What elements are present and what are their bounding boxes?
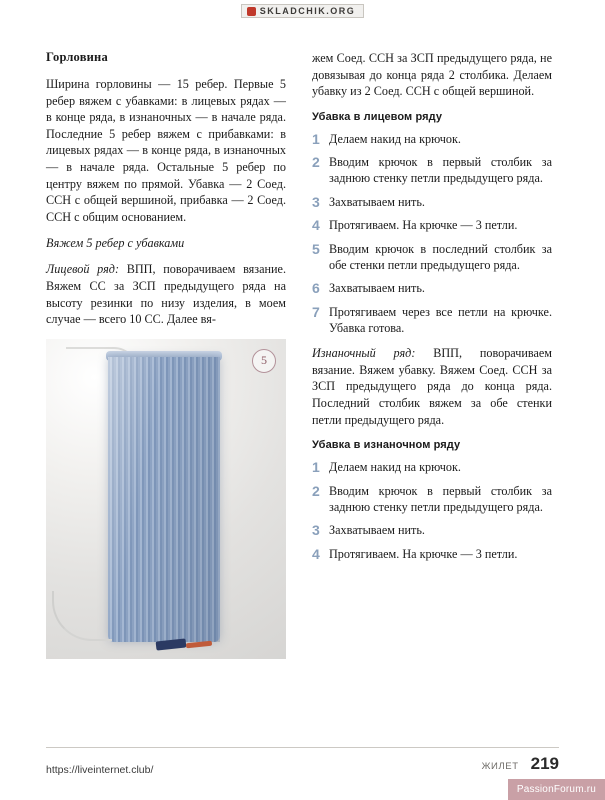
red-square-icon (247, 7, 256, 16)
banner-logo[interactable] (241, 4, 365, 18)
step-text: Вводим крючок в первый столбик за заднюю стенку петли предыдущего ряда. (329, 155, 552, 186)
step-number: 6 (312, 280, 320, 297)
step-text: Делаем накид на крючок. (329, 460, 461, 475)
front-row-text: ВПП, поворачиваем вязание. Вяжем СС за ЗСП предыдущего ряда на высоту резинки по низу изделия, в моем случае — всего 10 СС. Далее вя- (46, 262, 287, 327)
step-text: Делаем накид на крючок. (329, 131, 461, 146)
step-number: 4 (312, 545, 320, 562)
list-item (312, 280, 552, 296)
step-number: 2 (312, 482, 320, 499)
knitted-swatch-photo (46, 339, 286, 659)
step-text: Вводим крючок в первый столбик за заднюю стенку петли предыдущего ряда. (329, 483, 552, 514)
list-item (312, 154, 552, 187)
step-text: Протягиваем через все петли на крючке. Убавка готова. (329, 304, 552, 335)
right-column (312, 50, 552, 659)
left-column (46, 50, 286, 659)
list-item (312, 241, 552, 274)
step-number: 1 (312, 459, 320, 476)
list-item (312, 131, 552, 147)
knit-sheen (108, 357, 220, 642)
knit-fabric (108, 357, 220, 642)
step-number: 7 (312, 303, 320, 320)
list-item (312, 459, 552, 475)
list-item (312, 546, 552, 562)
step-text: Протягиваем. На крючке — 3 петли. (329, 546, 518, 561)
subsection-italic-heading: Вяжем 5 ребер с убавками (46, 236, 185, 251)
running-head: ЖИЛЕТ (481, 761, 519, 772)
list-item (312, 304, 552, 337)
step-number: 2 (312, 154, 320, 171)
list-item (312, 194, 552, 210)
step-text: Захватываем нить. (329, 194, 425, 209)
step-number: 4 (312, 217, 320, 234)
brand-tag[interactable]: PassionForum.ru (508, 779, 605, 800)
continuation-paragraph: жем Соед. ССН за ЗСП предыдущего ряда, не довязывая до конца ряда 2 столбика. Делаем убавку из 2 Соед. ССН с общей вершиной. (312, 51, 552, 99)
intro-paragraph: Ширина горловины — 15 ребер. Первые 5 ребер вяжем с убавками: в лицевых рядах — в конце ряда, в изнаночных — в начале ряда. Последние 5 ребер вяжем с прибавками: в лицевых рядах — в конце ряда, в изнаночных — в начале ряда. Остальные 5 ребер по центру вяжем по прямой. Убавка — 2 Соед. ССН с общей вершиной, прибавка — 2 Соед. ССН с общим основанием. (46, 77, 286, 224)
step-text: Протягиваем. На крючке — 3 петли. (329, 218, 518, 233)
subhead-decrease-purl: Убавка в изнаночном ряду (312, 439, 461, 452)
page-columns (46, 50, 559, 659)
list-item (312, 217, 552, 233)
step-number: 5 (312, 240, 320, 257)
subhead-decrease-front: Убавка в лицевом ряду (312, 110, 443, 123)
banner-logo-text: SKLADCHIK.ORG (259, 6, 356, 16)
section-heading: Горловина (46, 50, 108, 64)
front-row-label: Лицевой ряд: (46, 262, 120, 277)
site-banner (0, 0, 605, 22)
photo-step-badge: 5 (252, 349, 276, 373)
purl-row-text: ВПП, поворачиваем вязание. Вяжем убавку. Вяжем Соед. ССН за ЗСП предыдущего ряда до конца ряда. Последний столбик вяжем за обе стенки петли предыдущего ряда. (312, 346, 552, 427)
step-number: 3 (312, 522, 320, 539)
document-page (0, 22, 605, 800)
step-text: Захватываем нить. (329, 281, 425, 296)
step-text: Захватываем нить. (329, 523, 425, 538)
purl-row-paragraph (312, 345, 552, 428)
page-folio (482, 754, 559, 774)
site-url[interactable]: https://liveinternet.club/ (46, 764, 154, 776)
purl-row-label: Изнаночный ряд: (312, 346, 416, 361)
step-number: 3 (312, 193, 320, 210)
step-text: Вводим крючок в последний столбик за обе стенки петли предыдущего ряда. (329, 241, 552, 272)
front-row-paragraph (46, 261, 286, 327)
page-number: 219 (530, 754, 559, 773)
list-item (312, 522, 552, 538)
step-number: 1 (312, 130, 320, 147)
footer-divider (46, 747, 559, 748)
list-item (312, 483, 552, 516)
